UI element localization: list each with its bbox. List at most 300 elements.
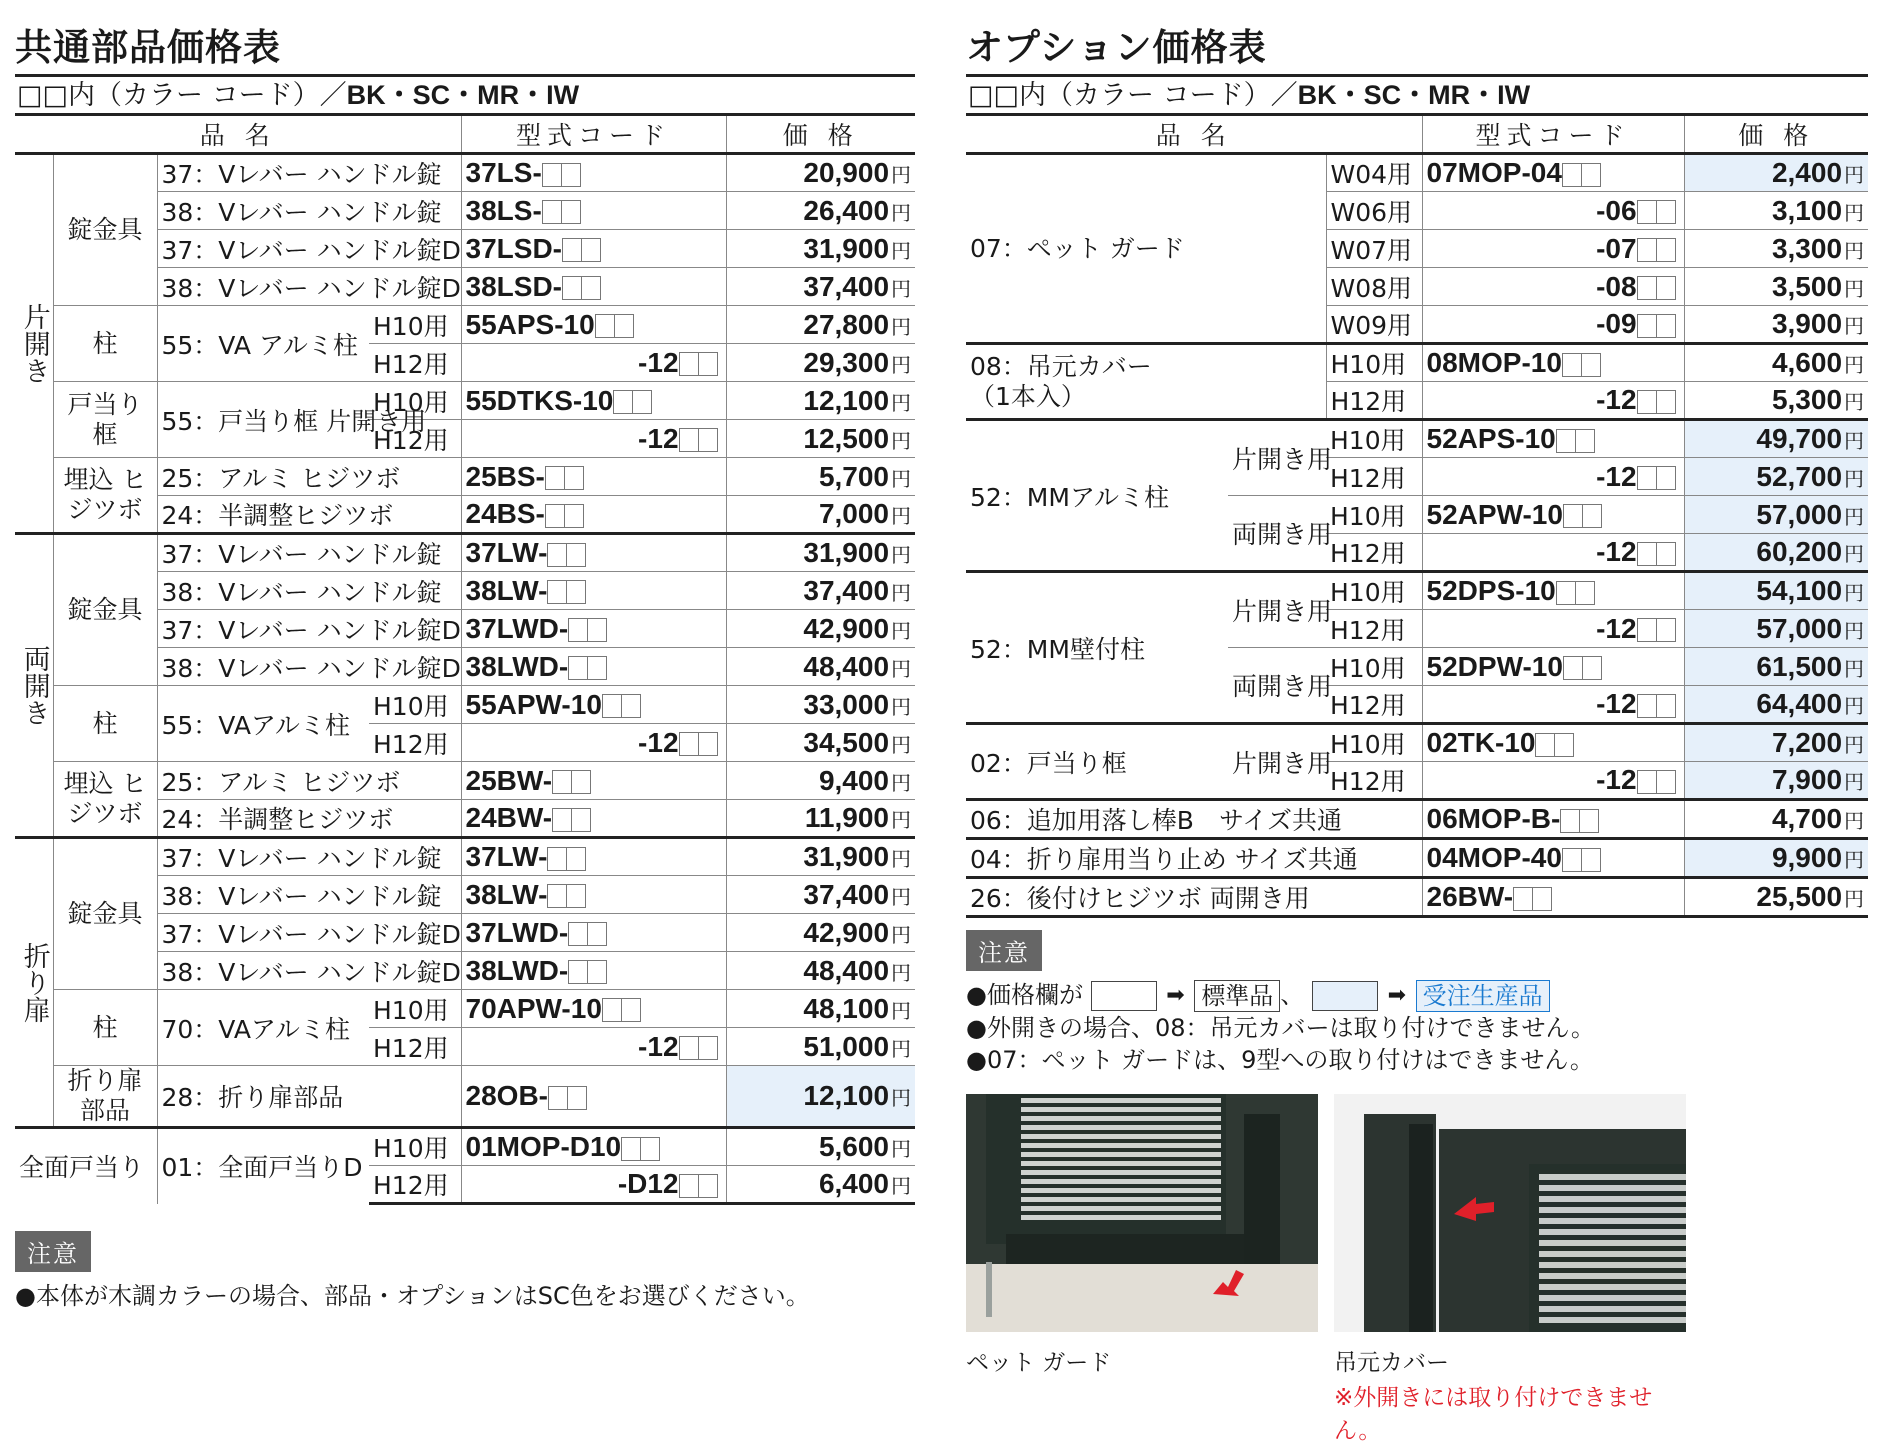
hinge-cover-figure — [1334, 1094, 1686, 1445]
item-name: 02：戸当り框 — [966, 724, 1228, 800]
legend-standard-label: 標準品 — [1194, 980, 1280, 1012]
model-code — [1422, 686, 1684, 724]
category-label: 全面戸当り — [15, 1128, 157, 1204]
price-cell — [726, 306, 915, 344]
color-code-placeholder — [1656, 618, 1676, 642]
common-parts-table — [15, 113, 915, 1205]
yen-unit: 円 — [891, 998, 912, 1023]
color-code-placeholder — [542, 200, 562, 224]
yen-unit: 円 — [891, 1086, 912, 1110]
price-cell — [726, 1128, 915, 1166]
model-code-text: -12 — [638, 726, 679, 758]
color-code-placeholder — [568, 656, 588, 680]
color-code-placeholder — [1656, 314, 1676, 338]
model-code-text: -12 — [638, 422, 679, 454]
yen-unit: 円 — [1844, 200, 1865, 225]
model-code — [461, 420, 726, 458]
color-code-placeholder — [1637, 542, 1657, 566]
price-cell — [1684, 230, 1868, 268]
price-value: 31,900 — [803, 841, 890, 872]
color-code-placeholder — [1560, 809, 1580, 833]
price-cell — [726, 990, 915, 1028]
subgroup-label: 錠金具 — [53, 154, 157, 306]
hinge-cover-photo — [1334, 1094, 1686, 1332]
size-label: H10用 — [1326, 572, 1422, 610]
color-code-placeholder — [602, 998, 622, 1022]
model-code — [461, 990, 726, 1028]
color-code-placeholder — [567, 1086, 587, 1110]
price-cell — [1684, 534, 1868, 572]
common-parts-section — [15, 22, 915, 1312]
size-label: H10用 — [1326, 496, 1422, 534]
price-value: 5,600 — [818, 1131, 890, 1162]
price-value: 48,400 — [803, 954, 890, 986]
size-label: H12用 — [1326, 458, 1422, 496]
yen-unit: 円 — [1844, 314, 1865, 338]
model-code-text: 52DPW-10 — [1426, 650, 1563, 682]
yen-unit: 円 — [1844, 656, 1865, 681]
color-code-placeholder — [545, 466, 565, 490]
yen-unit: 円 — [1844, 581, 1865, 605]
price-cell — [726, 154, 915, 192]
model-code — [461, 686, 726, 724]
size-label: H10用 — [369, 686, 461, 724]
color-code-placeholder — [566, 847, 586, 871]
left-title: 共通部品価格表 — [15, 26, 281, 69]
yen-unit: 円 — [1844, 809, 1865, 833]
item-name: 28：折り扉部品 — [157, 1066, 461, 1128]
model-code — [461, 1166, 726, 1204]
yen-unit: 円 — [1844, 466, 1865, 491]
yen-unit: 円 — [891, 694, 912, 719]
price-value: 9,900 — [1771, 842, 1843, 873]
model-code-text: 52APS-10 — [1426, 423, 1556, 454]
model-code-text: -12 — [1596, 460, 1637, 492]
color-code-placeholder — [1637, 390, 1657, 414]
model-code — [461, 610, 726, 648]
table-row — [15, 458, 915, 496]
left-color-code — [15, 77, 915, 113]
color-code-placeholder — [1563, 504, 1583, 528]
color-code-placeholder — [547, 580, 567, 604]
yen-unit: 円 — [891, 466, 912, 491]
price-value: 34,500 — [803, 726, 890, 758]
model-code-text: -06 — [1596, 194, 1637, 226]
subgroup-label: 戸当り框 — [53, 382, 157, 458]
subgroup-label: 両開き用 — [1228, 496, 1326, 572]
price-value: 12,500 — [803, 422, 890, 454]
color-code-placeholder — [1535, 733, 1555, 757]
yen-unit: 円 — [1844, 238, 1865, 263]
model-code — [461, 268, 726, 306]
item-name: 37：Vレバー ハンドル錠D — [157, 610, 461, 648]
yen-unit: 円 — [891, 808, 912, 832]
color-code-placeholder — [1637, 238, 1657, 262]
color-code-placeholder — [568, 922, 588, 946]
subgroup-label: 柱 — [53, 686, 157, 762]
color-code-placeholder — [698, 732, 718, 756]
color-code-placeholder — [621, 694, 641, 718]
color-code-placeholder — [1637, 618, 1657, 642]
price-value: 5,300 — [1771, 384, 1843, 415]
model-code-text: 55APW-10 — [465, 688, 602, 720]
price-cell — [726, 192, 915, 230]
model-code — [1422, 306, 1684, 344]
color-code-placeholder — [552, 808, 572, 832]
model-code — [461, 230, 726, 268]
model-code — [1422, 192, 1684, 230]
color-code-placeholder — [571, 770, 591, 794]
price-value: 57,000 — [1756, 498, 1843, 530]
size-label: H12用 — [369, 420, 461, 458]
color-code-placeholder — [1581, 163, 1601, 187]
price-value: 4,600 — [1771, 347, 1843, 378]
color-code-placeholder — [1656, 276, 1676, 300]
left-note: ●本体が木調カラーの場合、部品・オプションはSC色をお選びください。 — [15, 1282, 810, 1310]
header-code: 型式コード — [461, 115, 726, 154]
item-name: 06：追加用落し棒B サイズ共通 — [966, 800, 1422, 839]
yen-unit: 円 — [891, 163, 912, 187]
legend-standard-swatch — [1091, 981, 1157, 1011]
yen-unit: 円 — [891, 238, 912, 263]
model-code-text: -12 — [1596, 764, 1637, 795]
price-cell — [726, 534, 915, 572]
price-cell — [726, 572, 915, 610]
size-label: H12用 — [1326, 686, 1422, 724]
item-name — [966, 154, 1326, 344]
price-cell — [726, 230, 915, 268]
color-code-placeholder — [1575, 429, 1595, 453]
legend-separator: 、 — [1280, 981, 1305, 1009]
price-value: 37,400 — [803, 574, 890, 606]
model-code — [1422, 496, 1684, 534]
subgroup-label: 柱 — [53, 306, 157, 382]
right-note-label: 注意 — [966, 930, 1042, 971]
color-code-placeholder — [1637, 200, 1657, 224]
color-code-placeholder — [548, 1086, 568, 1110]
table-row — [15, 534, 915, 572]
yen-unit: 円 — [1844, 694, 1865, 718]
price-value: 7,900 — [1771, 764, 1843, 795]
color-code-placeholder — [679, 732, 699, 756]
price-cell — [1684, 420, 1868, 458]
yen-unit: 円 — [891, 390, 912, 415]
subgroup-label: 両開き用 — [1228, 648, 1326, 724]
color-code-placeholder — [1637, 694, 1657, 718]
item-name: 38：Vレバー ハンドル錠D — [157, 952, 461, 990]
table-row — [15, 306, 915, 344]
price-cell — [1684, 306, 1868, 344]
price-cell — [726, 1028, 915, 1066]
price-value: 3,500 — [1771, 270, 1843, 302]
price-cell — [726, 838, 915, 876]
color-code-placeholder — [547, 543, 567, 567]
price-cell — [1684, 762, 1868, 800]
yen-unit: 円 — [1844, 504, 1865, 529]
price-cell — [1684, 572, 1868, 610]
color-code-placeholder — [564, 466, 584, 490]
model-code-text: -12 — [1596, 612, 1637, 644]
color-code-prefix: □□内（カラー コード）／ — [968, 80, 1298, 111]
size-label: H12用 — [1326, 762, 1422, 800]
model-code-text: -12 — [638, 1030, 679, 1062]
price-value: 54,100 — [1756, 575, 1843, 606]
size-label: H10用 — [1326, 344, 1422, 382]
model-code-text: 70APW-10 — [465, 992, 602, 1024]
price-value: 5,700 — [818, 460, 890, 492]
yen-unit: 円 — [891, 770, 912, 795]
yen-unit: 円 — [891, 847, 912, 871]
model-code — [1422, 154, 1684, 192]
color-code-placeholder — [562, 276, 582, 300]
price-value: 20,900 — [803, 157, 890, 188]
model-code-text: 55DTKS-10 — [465, 384, 614, 416]
price-value: 48,400 — [803, 650, 890, 682]
price-cell — [726, 1066, 915, 1128]
price-value: 61,500 — [1756, 650, 1843, 682]
color-code-placeholder — [571, 808, 591, 832]
size-label: W09用 — [1326, 306, 1422, 344]
yen-unit: 円 — [891, 618, 912, 643]
table-row — [15, 154, 915, 192]
price-cell — [1684, 382, 1868, 420]
item-name: 24：半調整ヒジツボ — [157, 496, 461, 534]
table-row — [966, 878, 1868, 917]
item-name: 24：半調整ヒジツボ — [157, 800, 461, 838]
size-label: H12用 — [369, 724, 461, 762]
table-row — [966, 800, 1868, 839]
table-row — [966, 154, 1868, 192]
header-price: 価 格 — [726, 115, 915, 154]
color-code-placeholder — [1656, 238, 1676, 262]
table-row — [15, 1128, 915, 1166]
model-code-text: 24BS- — [465, 498, 545, 529]
item-name: 37：Vレバー ハンドル錠 — [157, 838, 461, 876]
model-code-text: 37LSD- — [465, 232, 562, 264]
item-name — [966, 344, 1326, 420]
color-code-placeholder — [1563, 656, 1583, 680]
price-value: 37,400 — [803, 270, 890, 302]
subgroup-label: 片開き用 — [1228, 724, 1326, 800]
model-code — [461, 724, 726, 762]
price-cell — [1684, 878, 1868, 917]
size-label: H10用 — [369, 1128, 461, 1166]
color-code-placeholder — [1554, 733, 1574, 757]
price-cell — [726, 344, 915, 382]
price-value: 2,400 — [1771, 157, 1843, 188]
price-cell — [1684, 800, 1868, 839]
color-code-placeholder — [547, 847, 567, 871]
yen-unit: 円 — [891, 200, 912, 225]
yen-unit: 円 — [891, 922, 912, 947]
item-name: 37：Vレバー ハンドル錠D — [157, 914, 461, 952]
size-label: W08用 — [1326, 268, 1422, 306]
item-name: 38：Vレバー ハンドル錠 — [157, 572, 461, 610]
color-code-placeholder — [1656, 542, 1676, 566]
model-code — [1422, 878, 1684, 917]
size-label: H12用 — [1326, 534, 1422, 572]
model-code — [461, 1066, 726, 1128]
item-name-text: 08：吊元カバー — [970, 351, 1152, 381]
model-code — [461, 458, 726, 496]
item-name: 52：MMアルミ柱 — [966, 420, 1228, 572]
model-code — [1422, 268, 1684, 306]
color-code-placeholder — [568, 618, 588, 642]
price-cell — [1684, 458, 1868, 496]
size-label: H12用 — [369, 344, 461, 382]
color-code-placeholder — [561, 200, 581, 224]
model-code-text: -12 — [1596, 688, 1637, 719]
price-value: 52,700 — [1756, 460, 1843, 492]
item-name: 38：Vレバー ハンドル錠 — [157, 876, 461, 914]
model-code — [461, 572, 726, 610]
price-value: 12,100 — [803, 1080, 890, 1111]
model-code-text: 37LW- — [465, 841, 548, 872]
arrow-right-icon: ➡ — [1166, 983, 1185, 1008]
subgroup-label: 埋込 ヒジツボ — [53, 458, 157, 534]
item-name: 26：後付けヒジツボ 両開き用 — [966, 878, 1422, 917]
yen-unit: 円 — [891, 732, 912, 757]
price-value: 27,800 — [803, 308, 890, 340]
model-code — [1422, 648, 1684, 686]
right-color-code — [966, 77, 1868, 113]
model-code — [461, 306, 726, 344]
size-label: H12用 — [369, 1028, 461, 1066]
subgroup-label: 片開き用 — [1228, 420, 1326, 496]
table-row — [15, 1066, 915, 1128]
table-row — [966, 724, 1868, 762]
table-row — [966, 839, 1868, 878]
model-code-text: -12 — [638, 346, 679, 378]
item-name: 38：Vレバー ハンドル錠D — [157, 648, 461, 686]
size-label: H10用 — [369, 306, 461, 344]
left-note-label: 注意 — [15, 1231, 91, 1272]
table-row — [15, 990, 915, 1028]
color-code-placeholder — [632, 390, 652, 414]
yen-unit: 円 — [891, 504, 912, 528]
right-title: オプション価格表 — [966, 26, 1267, 69]
yen-unit: 円 — [891, 428, 912, 453]
model-code-text: 02TK-10 — [1426, 727, 1536, 758]
price-value: 57,000 — [1756, 612, 1843, 644]
subgroup-label: 錠金具 — [53, 534, 157, 686]
color-code-placeholder — [1637, 314, 1657, 338]
color-code-placeholder — [698, 1036, 718, 1060]
color-code-placeholder — [581, 276, 601, 300]
model-code-text: 24BW- — [465, 802, 553, 833]
price-value: 48,100 — [803, 992, 890, 1024]
color-code-placeholder — [562, 238, 582, 262]
yen-unit: 円 — [1844, 887, 1865, 911]
header-name: 品 名 — [966, 115, 1422, 154]
subgroup-label: 片開き用 — [1228, 572, 1326, 648]
price-cell — [726, 876, 915, 914]
price-cell — [1684, 724, 1868, 762]
color-code-placeholder — [566, 884, 586, 908]
model-code — [461, 952, 726, 990]
color-code-placeholder — [1581, 353, 1601, 377]
table-row — [966, 420, 1868, 458]
model-code — [1422, 344, 1684, 382]
model-code-text: 55APS-10 — [465, 308, 595, 340]
options-table — [966, 113, 1868, 918]
color-code-placeholder — [542, 163, 562, 187]
color-code-placeholder — [679, 1036, 699, 1060]
yen-unit: 円 — [891, 656, 912, 681]
model-code-text: 37LWD- — [465, 612, 569, 644]
model-code — [461, 914, 726, 952]
model-code — [461, 192, 726, 230]
color-code-placeholder — [587, 618, 607, 642]
price-cell — [726, 800, 915, 838]
color-code-placeholder — [614, 314, 634, 338]
color-code-placeholder — [587, 922, 607, 946]
color-code-placeholder — [602, 694, 622, 718]
price-value: 33,000 — [803, 688, 890, 720]
yen-unit: 円 — [891, 1174, 912, 1198]
item-name: 25：アルミ ヒジツボ — [157, 762, 461, 800]
color-code-placeholder — [1581, 848, 1601, 872]
hinge-cover-warning: ※外開きには取り付けできません。 — [1334, 1385, 1653, 1444]
price-cell — [726, 724, 915, 762]
price-cell — [726, 382, 915, 420]
yen-unit: 円 — [1844, 542, 1865, 566]
model-code — [1422, 610, 1684, 648]
model-code-text: 08MOP-10 — [1426, 347, 1562, 378]
price-value: 3,100 — [1771, 194, 1843, 226]
hinge-cover-caption: 吊元カバー — [1334, 1350, 1449, 1376]
price-cell — [726, 268, 915, 306]
subgroup-label: 錠金具 — [53, 838, 157, 990]
price-value: 12,100 — [803, 384, 890, 416]
price-cell — [1684, 839, 1868, 878]
header-name: 品 名 — [15, 115, 461, 154]
model-code-text: 25BS- — [465, 460, 545, 492]
price-value: 26,400 — [803, 194, 890, 226]
size-label: H10用 — [369, 990, 461, 1028]
model-code — [461, 154, 726, 192]
color-code-placeholder — [698, 1174, 718, 1198]
price-value: 42,900 — [803, 612, 890, 644]
color-code-placeholder — [587, 960, 607, 984]
yen-unit: 円 — [1844, 733, 1865, 757]
yen-unit: 円 — [1844, 429, 1865, 453]
subgroup-label: 折り扉部品 — [53, 1066, 157, 1128]
price-cell — [1684, 686, 1868, 724]
price-cell — [1684, 344, 1868, 382]
options-section — [966, 22, 1868, 1076]
right-note-2: ●07：ペット ガードは、9型への取り付けはできません。 — [966, 1046, 1594, 1074]
size-label: W06用 — [1326, 192, 1422, 230]
yen-unit: 円 — [891, 1137, 912, 1161]
yen-unit: 円 — [891, 1036, 912, 1061]
color-code-placeholder — [547, 884, 567, 908]
model-code-text: -08 — [1596, 270, 1637, 302]
color-code-placeholder — [1582, 504, 1602, 528]
model-code-text: 38LW- — [465, 878, 548, 910]
model-code-text: 38LWD- — [465, 650, 569, 682]
table-row — [15, 686, 915, 724]
model-code-text: -07 — [1596, 232, 1637, 264]
color-code-placeholder — [566, 543, 586, 567]
price-cell — [726, 610, 915, 648]
yen-unit: 円 — [1844, 353, 1865, 377]
model-code — [1422, 534, 1684, 572]
model-code — [461, 1128, 726, 1166]
yen-unit: 円 — [891, 884, 912, 909]
header-code: 型式コード — [1422, 115, 1684, 154]
model-code-text: 28OB- — [465, 1080, 548, 1111]
